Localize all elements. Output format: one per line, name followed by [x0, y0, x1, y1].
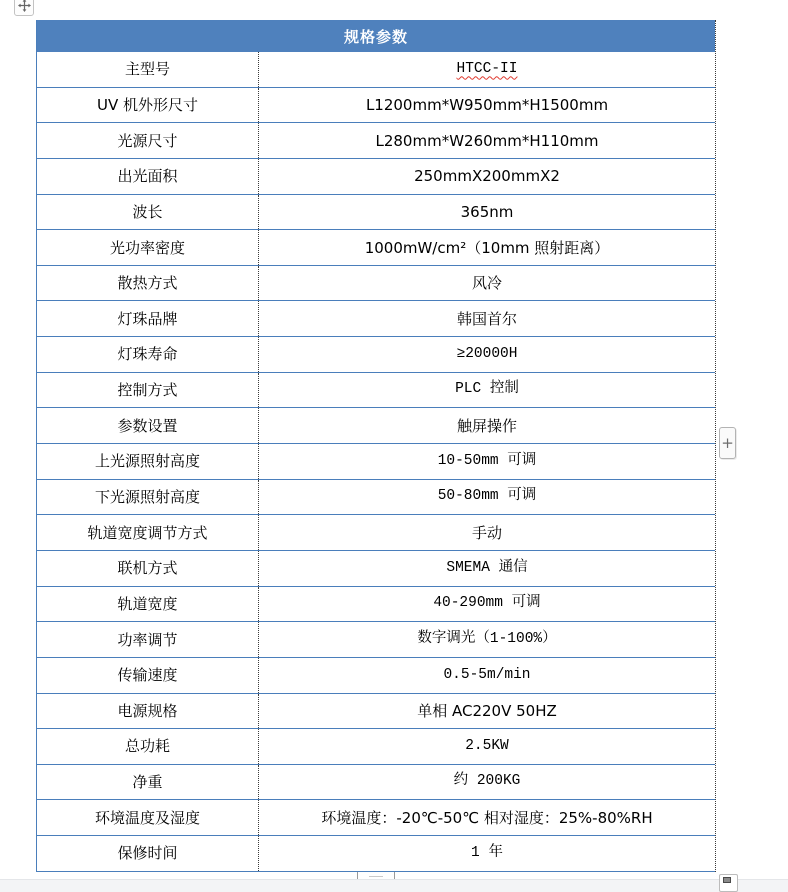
mini-table-icon	[723, 877, 731, 883]
spec-label[interactable]: 联机方式	[37, 551, 259, 586]
table-row	[37, 266, 715, 302]
insert-plus-button[interactable]	[719, 427, 736, 459]
spec-label[interactable]: 环境温度及湿度	[37, 800, 259, 835]
spec-value[interactable]	[259, 800, 715, 835]
spec-value-text: 10-50mm 可调	[437, 452, 537, 469]
table-row	[37, 88, 715, 124]
spec-value[interactable]	[259, 52, 715, 87]
table-move-handle[interactable]	[14, 0, 34, 16]
spec-value[interactable]	[259, 658, 715, 693]
spec-label[interactable]: 波长	[37, 195, 259, 230]
table-row	[37, 515, 715, 551]
spec-value-text: 50-80mm 可调	[437, 488, 537, 505]
table-row	[37, 230, 715, 266]
spec-value[interactable]	[259, 587, 715, 622]
spec-value-text: 约 200KG	[453, 773, 521, 790]
spec-value[interactable]	[259, 515, 715, 550]
table-title[interactable]: 规格参数	[37, 20, 715, 52]
spec-label[interactable]: 功率调节	[37, 622, 259, 657]
page-edge-strip	[0, 879, 788, 892]
spec-value-text: ≥20000H	[456, 345, 518, 362]
spec-value-text: L280mm*W260mm*H110mm	[375, 131, 599, 150]
table-row	[37, 301, 715, 337]
table-row	[37, 444, 715, 480]
spec-label[interactable]: 灯珠寿命	[37, 337, 259, 372]
spec-value[interactable]	[259, 230, 715, 265]
table-row	[37, 480, 715, 516]
spec-label[interactable]: 出光面积	[37, 159, 259, 194]
spec-label[interactable]: 散热方式	[37, 266, 259, 301]
spec-label[interactable]: 电源规格	[37, 694, 259, 729]
spec-value-text: 0.5-5m/min	[443, 666, 531, 683]
table-resize-handle[interactable]	[719, 874, 738, 892]
table-row	[37, 52, 715, 88]
table-row	[37, 123, 715, 159]
spec-value[interactable]	[259, 480, 715, 515]
table-row	[37, 551, 715, 587]
spec-value-text: 手动	[471, 523, 502, 542]
spec-value[interactable]	[259, 622, 715, 657]
spec-value[interactable]	[259, 337, 715, 372]
table-row	[37, 658, 715, 694]
spec-label[interactable]: 轨道宽度	[37, 587, 259, 622]
spec-label[interactable]: 轨道宽度调节方式	[37, 515, 259, 550]
spec-value-text: 40-290mm 可调	[433, 595, 541, 612]
table-row	[37, 337, 715, 373]
handle-dash-icon	[369, 876, 383, 877]
spec-value[interactable]	[259, 408, 715, 443]
spec-value[interactable]	[259, 195, 715, 230]
bottom-center-handle[interactable]	[357, 872, 395, 879]
table-row	[37, 159, 715, 195]
table-row	[37, 694, 715, 730]
spec-label[interactable]: 上光源照射高度	[37, 444, 259, 479]
spec-value-text: 触屏操作	[456, 416, 517, 435]
spec-value-text: 2.5KW	[465, 737, 509, 754]
plus-icon: +	[721, 434, 734, 452]
spec-value[interactable]	[259, 551, 715, 586]
spec-label[interactable]: 光源尺寸	[37, 123, 259, 158]
spec-value-text: PLC 控制	[455, 381, 519, 398]
spec-label[interactable]: 总功耗	[37, 729, 259, 764]
table-row	[37, 622, 715, 658]
spec-value-text: 单相 AC220V 50HZ	[417, 701, 557, 720]
spec-value[interactable]	[259, 444, 715, 479]
spec-value[interactable]	[259, 123, 715, 158]
spec-label[interactable]: 下光源照射高度	[37, 480, 259, 515]
table-row	[37, 765, 715, 801]
table-row	[37, 195, 715, 231]
spec-value[interactable]	[259, 266, 715, 301]
spec-value-text-misspelled: HTCC-II	[456, 60, 518, 77]
spec-value[interactable]	[259, 694, 715, 729]
table-row	[37, 836, 715, 872]
spec-value-text: 1000mW/cm²（10mm 照射距离）	[364, 238, 610, 257]
table-rows	[37, 52, 715, 872]
table-row	[37, 373, 715, 409]
spec-label[interactable]: 参数设置	[37, 408, 259, 443]
spec-value-text: 环境温度：-20℃-50℃ 相对湿度：25%-80%RH	[321, 808, 653, 827]
spec-label[interactable]: 主型号	[37, 52, 259, 87]
spec-value[interactable]	[259, 373, 715, 408]
spec-value[interactable]	[259, 301, 715, 336]
spec-value-text: 数字调光（1-100%）	[417, 630, 557, 647]
spec-value[interactable]	[259, 836, 715, 871]
table-row	[37, 800, 715, 836]
move-icon	[18, 0, 31, 12]
spec-label[interactable]: 净重	[37, 765, 259, 800]
spec-value[interactable]	[259, 88, 715, 123]
spec-value-text: 韩国首尔	[456, 309, 517, 328]
spec-value-text: 365nm	[460, 202, 514, 221]
spec-table	[36, 20, 716, 872]
spec-value[interactable]	[259, 159, 715, 194]
spec-label[interactable]: 保修时间	[37, 836, 259, 871]
spec-value-text: 250mmX200mmX2	[414, 167, 560, 186]
spec-label[interactable]: 灯珠品牌	[37, 301, 259, 336]
spec-label[interactable]: 传输速度	[37, 658, 259, 693]
table-row	[37, 729, 715, 765]
table-row	[37, 408, 715, 444]
spec-value[interactable]	[259, 765, 715, 800]
table-row	[37, 587, 715, 623]
spec-value-text: L1200mm*W950mm*H1500mm	[365, 95, 609, 114]
spec-label[interactable]: UV 机外形尺寸	[37, 88, 259, 123]
spec-value-text: SMEMA 通信	[446, 559, 528, 576]
spec-value[interactable]	[259, 729, 715, 764]
spec-value-text: 风冷	[471, 274, 502, 293]
spec-label[interactable]: 光功率密度	[37, 230, 259, 265]
spec-label[interactable]: 控制方式	[37, 373, 259, 408]
spec-value-text: 1 年	[471, 844, 503, 861]
